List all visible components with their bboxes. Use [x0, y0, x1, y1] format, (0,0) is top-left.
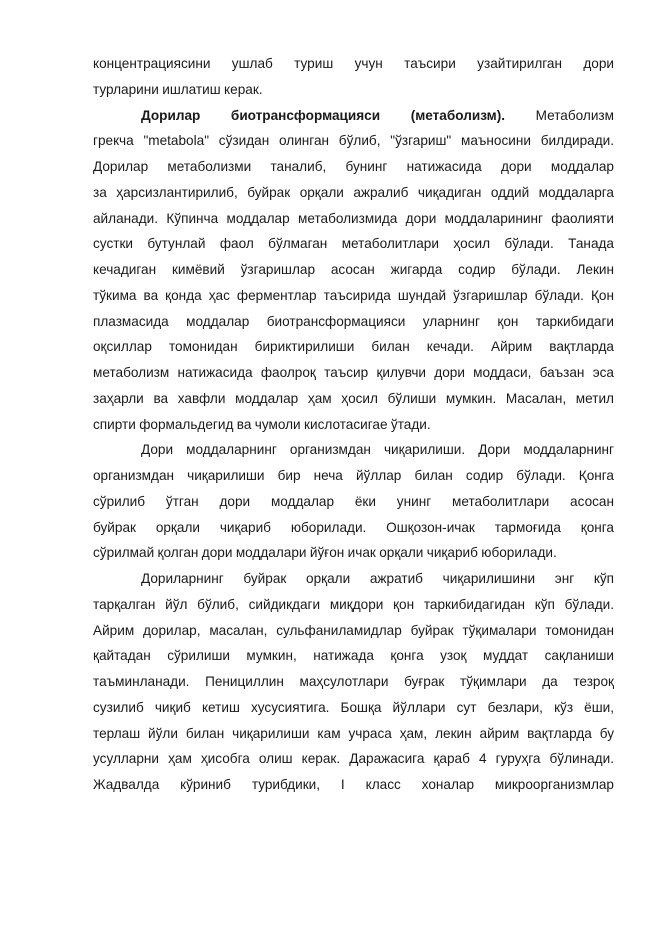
text-line: кечадиган кимёвий ўзгаришлар асосан жигарда содир бўлади. Лекин [93, 262, 614, 277]
text-line: спирти формальдегид ва чумоли кислотасигае ўтади. [93, 416, 431, 432]
text-line: оқсиллар томонидан бириктирилиши билан кечади. Айрим вақтларда [93, 339, 614, 355]
text-line: Айрим дорилар, масалан, сульфаниламидлар буйрак тўқималари томонидан [93, 622, 614, 638]
text-line: сўрилиб ўтган дори моддалар ёки унинг метаболитлари асосан [93, 493, 614, 509]
text-line: организмдан чиқарилиши бир неча йўллар билан содир бўлади. Қонга [93, 468, 614, 483]
text-line: Жадвалда кўриниб турибдики, I класс хоналар микроорганизмлар [93, 777, 614, 792]
text-line: сузилиб чиқиб кетиш хусусиятига. Бошқа йўллари сут безлари, кўз ёши, [93, 699, 614, 715]
text-line [93, 824, 614, 850]
text-line: заҳарли ва хавфли моддалар ҳам ҳосил бўлиши мумкин. Масалан, метил [93, 390, 614, 406]
text-line: таъминланади. Пенициллин маҳсулотлари буғрак тўқимлари да тезроқ [93, 674, 614, 689]
text-line: қайтадан сўрилиши мумкин, натижада қонга узоқ муддат сақланиши [93, 648, 614, 664]
text-line: Дориларнинг буйрак орқали ажратиб чиқарилишини энг кўп [141, 571, 614, 586]
text-line: усулларни ҳам ҳисобга олиш керак. Даражасига қараб 4 гуруҳга бўлинади. [93, 751, 614, 767]
text-line: буйрак орқали чиқариб юборилади. Ошқозон-ичак тармоғида қонга [93, 519, 614, 535]
text-line: грекча "metabola" сўзидан олинган бўлиб, "ўзгариш" маъносини билдиради. [93, 133, 614, 149]
text-line: тарқалган йўл бўлиб, сийдикдаги миқдори қон таркибидагидан кўп бўлади. [93, 596, 614, 612]
text-line: Дори моддаларнинг организмдан чиқарилиши. Дори моддаларнинг [141, 442, 614, 458]
section-heading-line [93, 103, 614, 129]
text-line: айланади. Кўпинча моддалар метаболизмида дори моддаларининг фаолияти [93, 210, 614, 226]
text-line: сустки бутунлай фаол бўлмаган метаболитлари ҳосил бўлади. Танада [93, 236, 614, 252]
text-line: терлаш йўли билан чиқарилиши кам учраса ҳам, лекин айрим вақтларда бу [93, 725, 614, 741]
section-heading: Дорилар биотрансформацияси (метаболизм). [141, 107, 506, 123]
text-line: за ҳарсизлантирилиб, буйрак орқали ажралиб чиқадиган оддий моддаларга [93, 184, 614, 200]
text-line: тўкима ва қонда ҳас ферментлар таъсирида шундай ўзгаришлар бўлади. Қон [93, 287, 614, 303]
text-line [93, 798, 614, 824]
document-text [93, 51, 614, 849]
text-line: Дорилар метаболизми таналиб, бунинг натижасида дори моддалар [93, 159, 614, 174]
text-line: метаболизм натижасида фаолроқ таъсир қилувчи дори моддаси, баъзан эса [93, 365, 614, 380]
text-line: плазмасида моддалар биотрансформацияси уларнинг қон таркибидаги [93, 313, 614, 329]
text-line: сўрилмай қолган дори моддалари йўғон ичак орқали чиқариб юборилади. [93, 545, 557, 561]
text-line: турларини ишлатиш керак. [93, 81, 263, 97]
text-line: Метаболизм [505, 107, 614, 123]
text-line: концентрациясини ушлаб туриш учун таъсири узайтирилган дори [93, 56, 614, 71]
